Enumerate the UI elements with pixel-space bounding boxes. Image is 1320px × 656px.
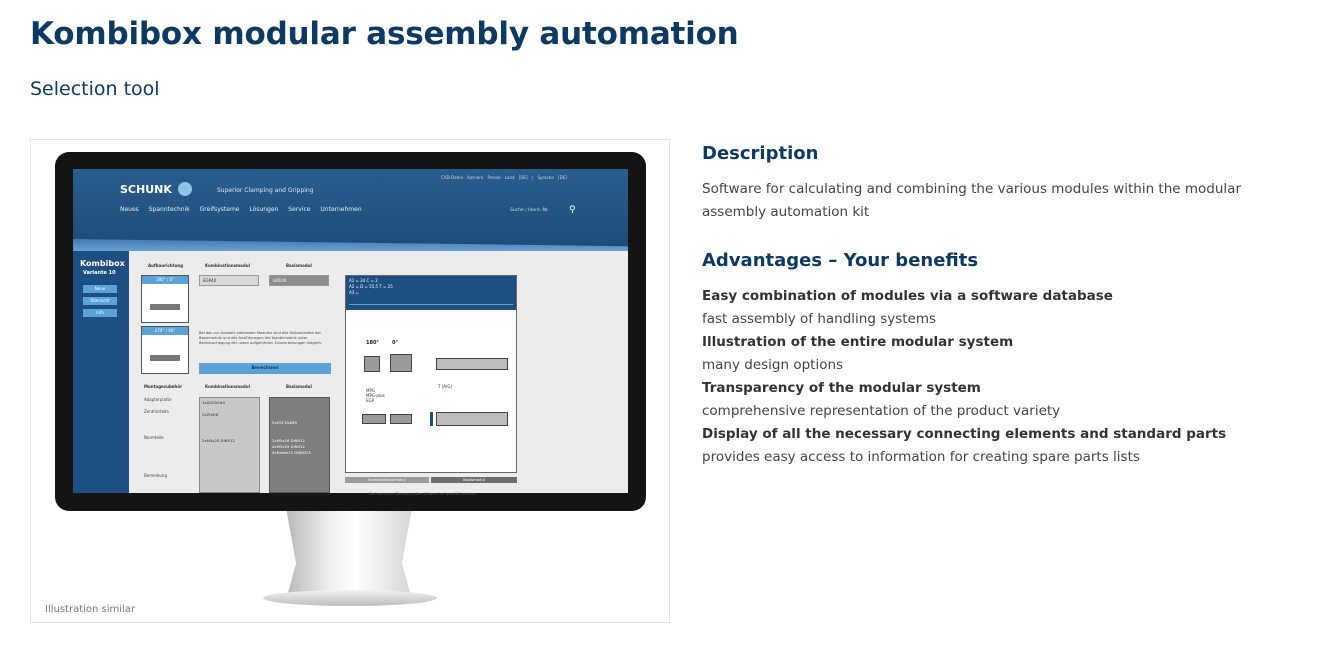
menu-item: Service bbox=[288, 206, 311, 213]
combination-select: EGP40 bbox=[199, 275, 259, 286]
preview-divider bbox=[349, 304, 513, 305]
page-title: Kombibox modular assembly automation bbox=[30, 16, 739, 52]
panel-subtitle: Variante 10 bbox=[83, 270, 116, 276]
box-entry: 5xRadial10 DIN6325 bbox=[272, 450, 311, 455]
box-entry: 2xM4x20 DIN912 bbox=[202, 438, 235, 443]
monitor-screen bbox=[73, 169, 628, 496]
box-entry: 5xASF1B#89 bbox=[272, 420, 297, 425]
axis-part bbox=[436, 358, 508, 370]
preview-row: A1 = 34 C = 2 bbox=[349, 278, 378, 283]
tagline: Superior Clamping and Gripping bbox=[217, 187, 314, 194]
schunk-logo bbox=[120, 182, 192, 196]
benefit-text: fast assembly of handling systems bbox=[702, 311, 937, 327]
preview-row: A2 = D = 55,5 T = 25 bbox=[349, 284, 393, 289]
box-entry: 2xM5x16 DIN912 bbox=[272, 438, 305, 443]
search-field: Suche / Ident.-Nr. bbox=[510, 208, 550, 213]
angle-label: 0° bbox=[392, 340, 398, 346]
benefits-list bbox=[702, 285, 1302, 469]
panel-button: Übersicht bbox=[83, 297, 117, 305]
list-label: Zentrierteile bbox=[144, 409, 169, 414]
image-caption: Illustration similar bbox=[45, 604, 136, 615]
monitor-stand bbox=[286, 508, 412, 600]
list-label: Bemerkung bbox=[144, 473, 168, 478]
module-part bbox=[390, 354, 412, 372]
part-label: MPG-plus bbox=[366, 393, 385, 398]
menu-item: Lösungen bbox=[249, 206, 279, 213]
calculate-button: Berechnen bbox=[199, 363, 331, 374]
screen-footnote: Bei mehreren Bezugsmaßen A kann frei gewählt werden. bbox=[369, 491, 478, 496]
list-label: Normteile bbox=[144, 435, 164, 440]
tile-part bbox=[150, 304, 180, 310]
list-header: Kombinationsmodul bbox=[205, 384, 250, 389]
screen-menu bbox=[120, 206, 362, 213]
orientation-tile bbox=[141, 275, 189, 323]
tile-label: 180° / 0° bbox=[142, 276, 188, 284]
product-illustration bbox=[30, 139, 670, 623]
angle-label: 180° bbox=[366, 340, 379, 346]
screen-left-panel bbox=[73, 251, 129, 493]
benefit-title: Display of all the necessary connecting elements and standard parts bbox=[702, 426, 1227, 442]
menu-item: Unternehmen bbox=[320, 206, 362, 213]
top-links: CAD-Daten Karriere Presse Land [DE] / Sprache [DE] bbox=[441, 175, 567, 180]
module-part bbox=[390, 414, 412, 424]
tile-part bbox=[150, 355, 180, 361]
combination-parts-box bbox=[199, 397, 260, 493]
monitor-stand-base bbox=[263, 590, 437, 606]
base-parts-box bbox=[269, 397, 330, 493]
box-entry: 4xM5x25 DIN912 bbox=[272, 444, 305, 449]
screen-header bbox=[73, 169, 628, 251]
adapter-part bbox=[430, 412, 433, 426]
menu-item: Spanntechnik bbox=[148, 206, 190, 213]
benefit-text: provides easy access to information for creating spare parts lists bbox=[702, 449, 1140, 465]
panel-title: Kombibox bbox=[80, 259, 125, 268]
logo-icon bbox=[178, 182, 192, 196]
panel-button: Info bbox=[83, 309, 117, 317]
column-header: Aufbaurichtung bbox=[148, 263, 184, 268]
list-header: Montagezubehör bbox=[144, 384, 183, 389]
search-icon: ⚲ bbox=[569, 205, 576, 215]
assembly-preview bbox=[345, 275, 517, 473]
axis-part bbox=[436, 412, 508, 426]
preview-row: A3 = bbox=[349, 290, 359, 295]
advantages-heading: Advantages – Your benefits bbox=[702, 250, 979, 271]
list-label: Adapterplatte bbox=[144, 397, 172, 402]
base-select: LM100 bbox=[269, 275, 329, 286]
page-subtitle: Selection tool bbox=[30, 78, 160, 100]
part-label: MPG bbox=[366, 388, 375, 393]
hint-text: Bei den zur Auswahl stehenden Modulen sind alle Hubvarianten der Basismodule und alle Ausführungen der Kombimodule unter Berücksichtigung der unten aufgeführten Einschränkungen möglich. bbox=[199, 331, 323, 345]
tab-combination: Kombinationsmodul bbox=[345, 477, 429, 483]
box-entry: 1xASG50#0 bbox=[202, 400, 226, 405]
panel-button: Neue bbox=[83, 285, 117, 293]
tab-base: Basismodul bbox=[431, 477, 517, 483]
part-label: EGP bbox=[366, 398, 375, 403]
monitor-bezel bbox=[55, 152, 646, 511]
list-header: Basismodul bbox=[286, 384, 312, 389]
box-entry: 2xZH6/8 bbox=[202, 412, 219, 417]
column-header: Basismodul bbox=[286, 263, 312, 268]
module-part bbox=[364, 356, 380, 372]
orientation-tile bbox=[141, 326, 189, 374]
benefit-title: Easy combination of modules via a software database bbox=[702, 288, 1113, 304]
benefit-text: comprehensive representation of the product variety bbox=[702, 403, 1061, 419]
tile-label: 270° / 90° bbox=[142, 327, 188, 335]
logo-text: SCHUNK bbox=[120, 183, 172, 196]
menu-item: Greifsysteme bbox=[199, 206, 240, 213]
benefit-title: Illustration of the entire modular system bbox=[702, 334, 1014, 350]
description-heading: Description bbox=[702, 143, 819, 164]
preview-tabs bbox=[345, 477, 517, 483]
preview-header bbox=[346, 276, 516, 310]
module-part bbox=[362, 414, 386, 424]
menu-item: Neues bbox=[120, 206, 139, 213]
description-text: Software for calculating and combining the various modules within the modular assembly automation kit bbox=[702, 181, 1241, 220]
benefit-title: Transparency of the modular system bbox=[702, 380, 981, 396]
dimension-label: T (A/G) bbox=[438, 384, 453, 389]
column-header: Kombinationsmodul bbox=[205, 263, 250, 268]
benefit-text: many design options bbox=[702, 357, 844, 373]
